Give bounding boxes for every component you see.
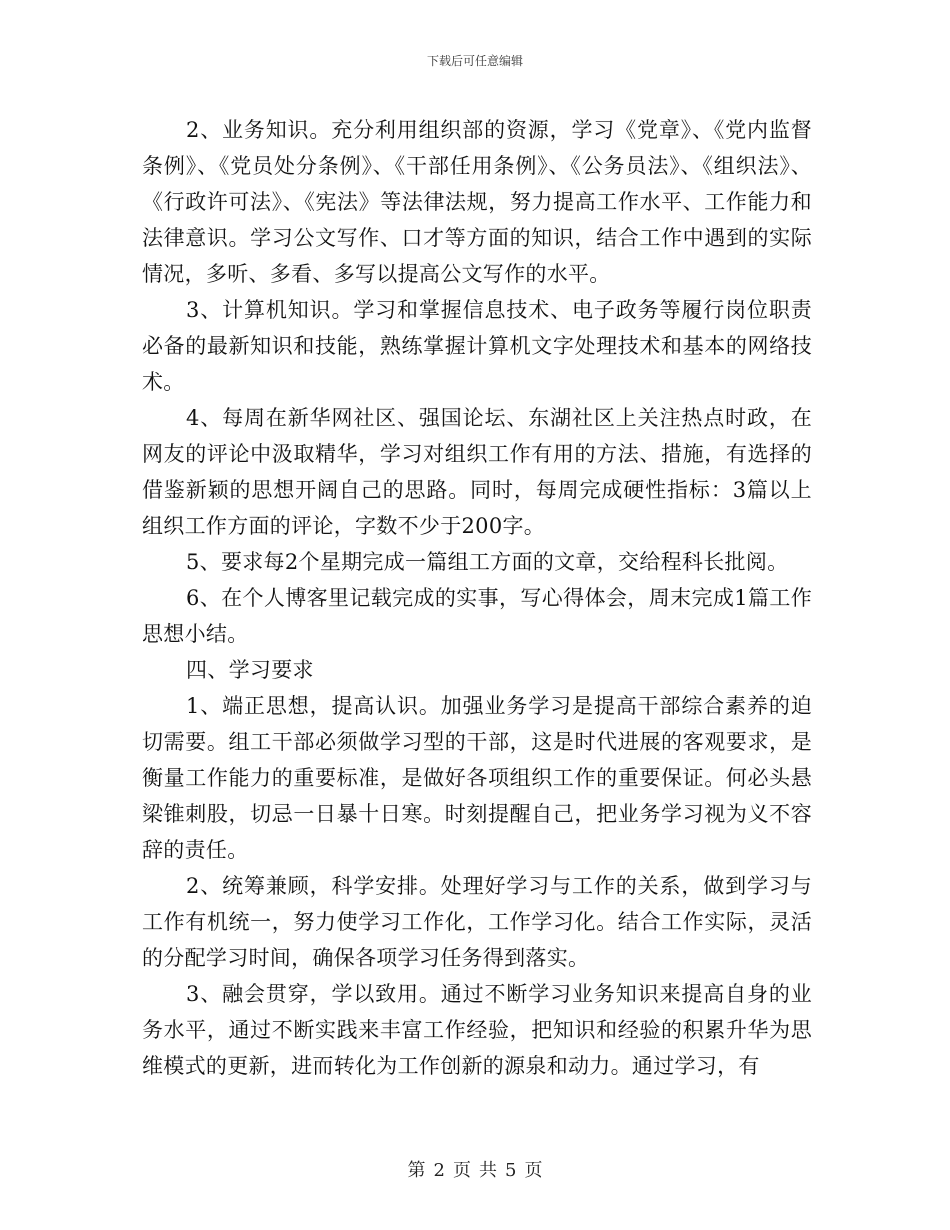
paragraph-weekly-forum: 4、每周在新华网社区、强国论坛、东湖社区上关注热点时政，在网友的评论中汲取精华，学习对组织工作有用的方法、措施，有选择的借鉴新颖的思想开阔自己的思路。同时，每周完成硬性指标：3篇以上组织工作方面的评论，字数不少于200字。	[142, 406, 812, 538]
footer-total-word: 共	[479, 1160, 497, 1181]
footer-total-unit: 页	[524, 1160, 543, 1181]
footer-prefix: 第	[407, 1160, 426, 1181]
paragraph-business-knowledge: 2、业务知识。充分利用组织部的资源，学习《党章》、《党内监督条例》、《党员处分条例》、《干部任用条例》、《公务员法》、《组织法》、《行政许可法》、《宪法》等法律法规，努力提高工作水平、工作能力和法律意识。学习公文写作、口才等方面的知识，结合工作中遇到的实际情况，多听、多看、多写以提高公文写作的水平。	[142, 118, 812, 286]
section-heading-study-requirements: 四、学习要求	[186, 658, 314, 682]
paragraph-computer-knowledge: 3、计算机知识。学习和掌握信息技术、电子政务等履行岗位职责必备的最新知识和技能，熟练掌握计算机文字处理技术和基本的网络技术。	[142, 298, 812, 394]
footer-total-pages: 5	[505, 1160, 517, 1181]
paragraph-personal-blog: 6、在个人博客里记载完成的实事，写心得体会，周末完成1篇工作思想小结。	[142, 586, 812, 646]
paragraph-overall-planning: 2、统筹兼顾，科学安排。处理好学习与工作的关系，做到学习与工作有机统一，努力使学习工作化，工作学习化。结合工作实际，灵活的分配学习时间，确保各项学习任务得到落实。	[142, 874, 812, 970]
paragraph-biweekly-article: 5、要求每2个星期完成一篇组工方面的文章，交给程科长批阅。	[186, 550, 789, 574]
footer-page-unit: 页	[453, 1160, 471, 1181]
document-body	[142, 112, 812, 1084]
footer-current-page: 2	[433, 1160, 445, 1181]
paragraph-apply-learning: 3、融会贯穿，学以致用。通过不断学习业务知识来提高自身的业务水平，通过不断实践来丰富工作经验，把知识和经验的积累升华为思维模式的更新，进而转化为工作创新的源泉和动力。通过学习，有	[142, 982, 812, 1078]
page-footer	[0, 1156, 950, 1182]
paragraph-correct-thinking: 1、端正思想，提高认识。加强业务学习是提高干部综合素养的迫切需要。组工干部必须做学习型的干部，这是时代进展的客观要求，是衡量工作能力的重要标准，是做好各项组织工作的重要保证。何必头悬梁锥刺股，切忌一日暴十日寒。时刻提醒自己，把业务学习视为义不容辞的责任。	[142, 694, 812, 862]
page-header-note: 下载后可任意编辑	[426, 54, 523, 68]
